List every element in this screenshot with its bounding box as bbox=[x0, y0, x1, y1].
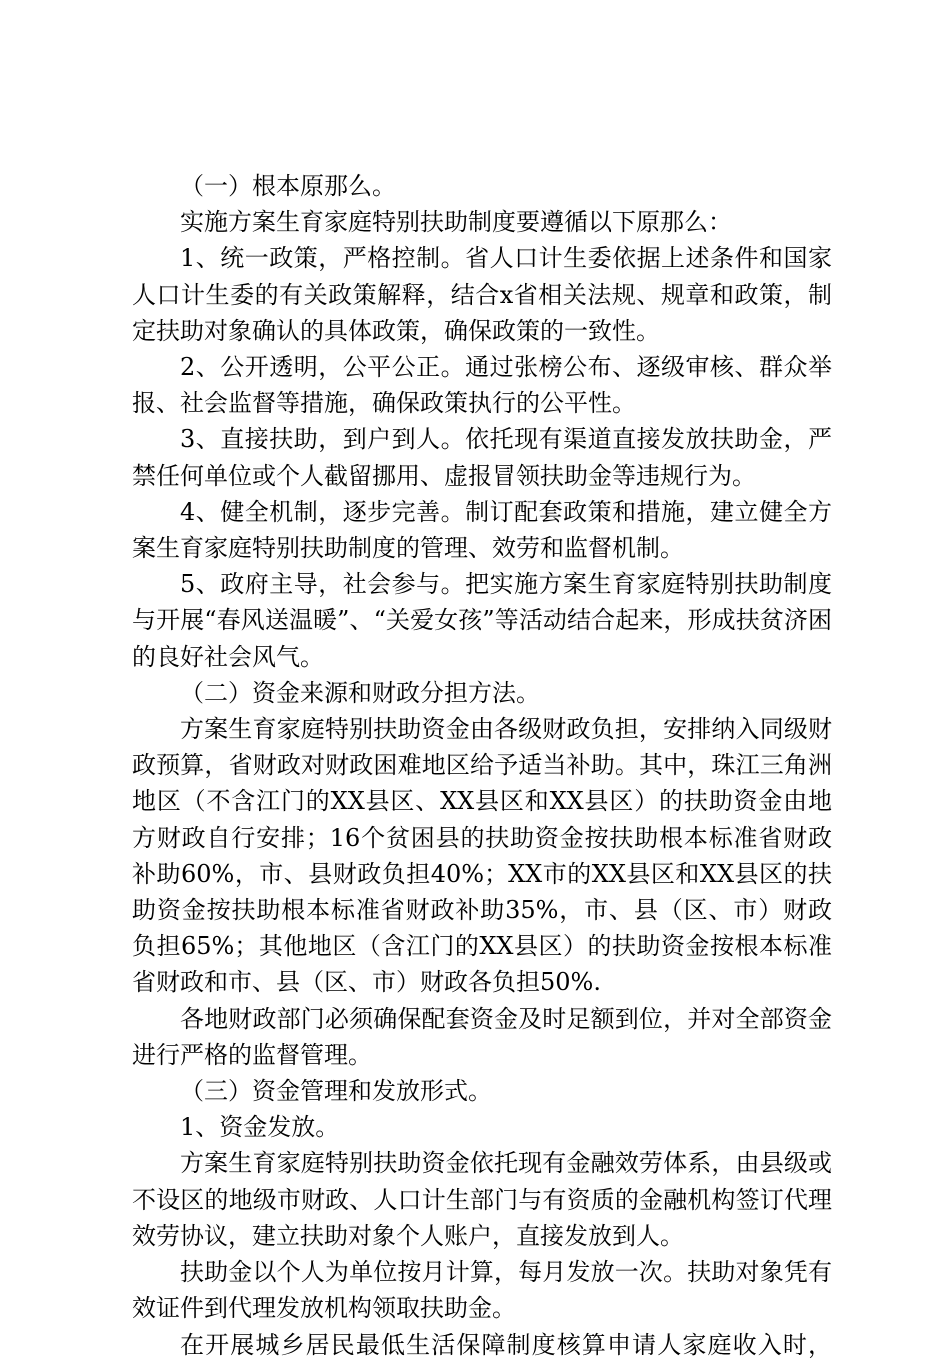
paragraph-principle-2: 2、公开透明，公平公正。通过张榜公布、逐级审核、群众举报、社会监督等措施，确保政策执行的公平性。 bbox=[132, 353, 832, 418]
paragraph-distribution-system: 方案生育家庭特别扶助资金依托现有金融效劳体系，由县级或不设区的地级市财政、人口计生部门与有资质的金融机构签订代理效劳协议，建立扶助对象个人账户，直接发放到人。 bbox=[132, 1149, 832, 1250]
paragraph-monthly-payment: 扶助金以个人为单位按月计算，每月发放一次。扶助对象凭有效证件到代理发放机构领取扶助金。 bbox=[132, 1258, 832, 1323]
paragraph-principle-4: 4、健全机制，逐步完善。制订配套政策和措施，建立健全方案生育家庭特别扶助制度的管理、效劳和监督机制。 bbox=[132, 497, 832, 563]
section-heading-1: （一）根本原那么。 bbox=[180, 172, 396, 200]
paragraph-funding-supervision: 各地财政部门必须确保配套资金及时足额到位，并对全部资金进行严格的监督管理。 bbox=[132, 1004, 832, 1069]
paragraph-principle-5: 5、政府主导，社会参与。把实施方案生育家庭特别扶助制度与开展“春风送温暖”、“关爱女孩”等活动结合起来，形成扶贫济困的良好社会风气。 bbox=[132, 570, 832, 671]
paragraph-funding-sources: 方案生育家庭特别扶助资金由各级财政负担，安排纳入同级财政预算，省财政对财政困难地区给予适当补助。其中，珠江三角洲地区（不含江门的XX县区、XX县区和XX县区）的扶助资金由地方财政自行安排；16个贫困县的扶助资金按扶助根本标准省财政补助60%，市、县财政负担40%；XX市的XX县区和XX县区的扶助资金按扶助根本标准省财政补助35%，市、县（区、市）财政负担65%；其他地区（含江门的XX县区）的扶助资金按根本标准省财政和市、县（区、市）财政各负担50%. bbox=[132, 715, 832, 997]
paragraph-principle-3: 3、直接扶助，到户到人。依托现有渠道直接发放扶助金，严禁任何单位或个人截留挪用、虚报冒领扶助金等违规行为。 bbox=[132, 425, 832, 490]
paragraph-principles-intro: 实施方案生育家庭特别扶助制度要遵循以下原那么： bbox=[180, 208, 732, 237]
subheading-fund-distribution: 1、资金发放。 bbox=[180, 1113, 340, 1142]
document-page bbox=[132, 168, 832, 1363]
section-heading-3: （三）资金管理和发放形式。 bbox=[180, 1077, 492, 1106]
section-heading-2: （二）资金来源和财政分担方法。 bbox=[180, 678, 540, 707]
paragraph-income-calculation: 在开展城乡居民最低生活保障制度核算申请人家庭收入时， bbox=[180, 1330, 832, 1359]
paragraph-principle-1: 1、统一政策，严格控制。省人口计生委依据上述条件和国家人口计生委的有关政策解释，结合x省相关法规、规章和政策，制定扶助对象确认的具体政策，确保政策的一致性。 bbox=[132, 244, 832, 345]
